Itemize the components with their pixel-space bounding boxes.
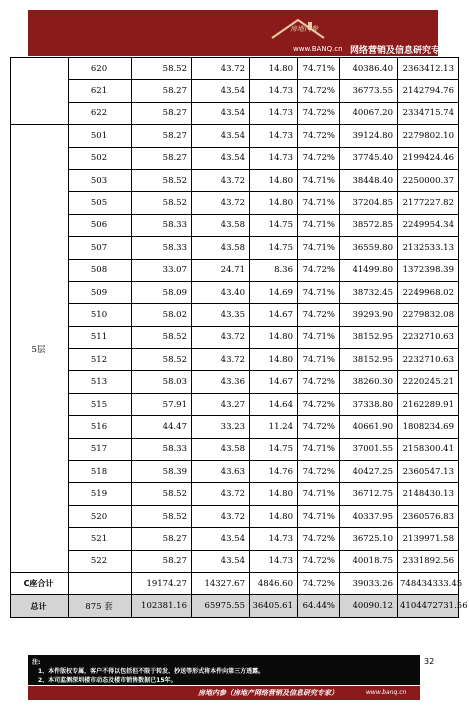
unit-number: 513 [69, 371, 132, 393]
header-title: 网络营销及信息研究专家 [350, 46, 450, 56]
value-cell: 74.72% [298, 550, 340, 572]
value-cell: 74.72% [298, 80, 340, 102]
value-cell: 58.27 [132, 80, 192, 102]
value-cell: 40337.95 [340, 505, 398, 527]
value-cell: 24.71 [192, 259, 250, 281]
value-cell: 43.54 [192, 125, 250, 147]
value-cell: 14.80 [250, 349, 298, 371]
table-row [11, 169, 459, 191]
value-cell: 58.27 [132, 147, 192, 169]
value-cell: 43.72 [192, 505, 250, 527]
value-cell: 74.72% [298, 393, 340, 415]
value-cell: 74.71% [298, 58, 340, 80]
unit-number: 515 [69, 393, 132, 415]
header-domain: www.BANQ.cn [293, 45, 343, 53]
value-cell: 44.47 [132, 416, 192, 438]
value-cell: 43.58 [192, 214, 250, 236]
value-cell: 14.64 [250, 393, 298, 415]
table-row [11, 192, 459, 214]
table-row [11, 483, 459, 505]
value-cell: 38260.30 [340, 371, 398, 393]
value-cell: 58.52 [132, 505, 192, 527]
value-cell: 11.24 [250, 416, 298, 438]
value-cell: 1808234.69 [398, 416, 459, 438]
table-row [11, 438, 459, 460]
value-cell: 58.52 [132, 192, 192, 214]
value-cell: 74.71% [298, 192, 340, 214]
total-row [11, 595, 459, 617]
value-cell: 37338.80 [340, 393, 398, 415]
value-cell: 74.72% [298, 371, 340, 393]
value-cell: 43.72 [192, 483, 250, 505]
value-cell: 43.54 [192, 80, 250, 102]
value-cell: 14.73 [250, 125, 298, 147]
value-cell: 14.73 [250, 80, 298, 102]
value-cell: 74.72% [298, 102, 340, 124]
value-cell: 58.33 [132, 438, 192, 460]
value-cell: 43.36 [192, 371, 250, 393]
table-row [11, 349, 459, 371]
table-row [11, 326, 459, 348]
subtotal-value: 39033.26 [340, 572, 398, 594]
footer-text: 房地内参（房地产网络营销及信息研究专家） [198, 688, 338, 697]
value-cell: 14.80 [250, 483, 298, 505]
value-cell: 58.33 [132, 237, 192, 259]
value-cell: 36725.10 [340, 528, 398, 550]
logo-text: 房地内参 [290, 25, 318, 33]
value-cell: 2148430.13 [398, 483, 459, 505]
value-cell: 43.54 [192, 147, 250, 169]
value-cell: 74.72% [298, 416, 340, 438]
value-cell: 33.23 [192, 416, 250, 438]
table-row [11, 237, 459, 259]
value-cell: 2199424.46 [398, 147, 459, 169]
table-row [11, 393, 459, 415]
total-value: 65975.55 [192, 595, 250, 617]
value-cell: 38732.45 [340, 281, 398, 303]
unit-number: 520 [69, 505, 132, 527]
value-cell: 14.67 [250, 304, 298, 326]
value-cell: 58.02 [132, 304, 192, 326]
value-cell: 38448.40 [340, 169, 398, 191]
value-cell: 43.72 [192, 192, 250, 214]
value-cell: 2139971.58 [398, 528, 459, 550]
value-cell: 2220245.21 [398, 371, 459, 393]
total-value: 4104472731.56 [398, 595, 459, 617]
table-row [11, 528, 459, 550]
value-cell: 58.27 [132, 102, 192, 124]
unit-number: 501 [69, 125, 132, 147]
value-cell: 58.52 [132, 326, 192, 348]
header-banner [28, 10, 450, 56]
value-cell: 58.27 [132, 125, 192, 147]
value-cell: 2232710.63 [398, 326, 459, 348]
value-cell: 14.73 [250, 550, 298, 572]
subtotal-value: 19174.27 [132, 572, 192, 594]
value-cell: 36773.55 [340, 80, 398, 102]
value-cell: 74.71% [298, 169, 340, 191]
unit-number: 511 [69, 326, 132, 348]
value-cell: 2279832.08 [398, 304, 459, 326]
value-cell: 43.63 [192, 461, 250, 483]
value-cell: 14.80 [250, 192, 298, 214]
value-cell: 2363412.13 [398, 58, 459, 80]
value-cell: 74.71% [298, 349, 340, 371]
value-cell: 74.72% [298, 125, 340, 147]
value-cell: 14.73 [250, 147, 298, 169]
value-cell: 14.75 [250, 214, 298, 236]
value-cell: 37204.85 [340, 192, 398, 214]
value-cell: 58.52 [132, 349, 192, 371]
subtotal-value: 4846.60 [250, 572, 298, 594]
value-cell: 40018.75 [340, 550, 398, 572]
value-cell: 74.72% [298, 304, 340, 326]
value-cell: 74.72% [298, 147, 340, 169]
unit-number: 622 [69, 102, 132, 124]
subtotal-value: 14327.67 [192, 572, 250, 594]
table-row [11, 550, 459, 572]
unit-number: 510 [69, 304, 132, 326]
value-cell: 14.76 [250, 461, 298, 483]
value-cell: 43.54 [192, 102, 250, 124]
subtotal-row [11, 572, 459, 594]
unit-number: 521 [69, 528, 132, 550]
value-cell: 37001.55 [340, 438, 398, 460]
value-cell: 2279802.10 [398, 125, 459, 147]
table-row [11, 304, 459, 326]
value-cell: 74.71% [298, 438, 340, 460]
value-cell: 14.75 [250, 237, 298, 259]
table-row [11, 214, 459, 236]
unit-number: 502 [69, 147, 132, 169]
unit-number: 508 [69, 259, 132, 281]
value-cell: 58.39 [132, 461, 192, 483]
footer-url: www.banq.cn [366, 689, 407, 696]
value-cell: 2232710.63 [398, 349, 459, 371]
value-cell: 58.27 [132, 528, 192, 550]
value-cell: 39293.90 [340, 304, 398, 326]
total-value: 102381.16 [132, 595, 192, 617]
value-cell: 14.67 [250, 371, 298, 393]
value-cell: 2249954.34 [398, 214, 459, 236]
value-cell: 40427.25 [340, 461, 398, 483]
value-cell: 41499.80 [340, 259, 398, 281]
value-cell: 14.80 [250, 505, 298, 527]
notes-title: 注: [32, 659, 41, 666]
table-row [11, 259, 459, 281]
unit-number: 505 [69, 192, 132, 214]
value-cell: 2360547.13 [398, 461, 459, 483]
value-cell: 1372398.39 [398, 259, 459, 281]
value-cell: 14.73 [250, 102, 298, 124]
sales-table [10, 57, 468, 618]
value-cell: 40067.20 [340, 102, 398, 124]
value-cell: 58.52 [132, 483, 192, 505]
value-cell: 2360576.83 [398, 505, 459, 527]
value-cell: 58.33 [132, 214, 192, 236]
value-cell: 74.71% [298, 505, 340, 527]
unit-number: 516 [69, 416, 132, 438]
unit-number: 522 [69, 550, 132, 572]
value-cell: 57.91 [132, 393, 192, 415]
unit-number: 517 [69, 438, 132, 460]
subtotal-value: 74.72% [298, 572, 340, 594]
value-cell: 2162289.91 [398, 393, 459, 415]
value-cell: 2158300.41 [398, 438, 459, 460]
empty-cell [69, 572, 132, 594]
total-label: 总计 [11, 595, 69, 617]
value-cell: 38572.85 [340, 214, 398, 236]
table-row [11, 125, 459, 147]
value-cell: 43.72 [192, 326, 250, 348]
unit-number: 621 [69, 80, 132, 102]
value-cell: 39124.80 [340, 125, 398, 147]
value-cell: 38152.95 [340, 326, 398, 348]
value-cell: 74.72% [298, 259, 340, 281]
value-cell: 14.80 [250, 326, 298, 348]
value-cell: 2250000.37 [398, 169, 459, 191]
total-count: 875 套 [69, 595, 132, 617]
value-cell: 14.75 [250, 438, 298, 460]
subtotal-label: C座合计 [11, 572, 69, 594]
subtotal-value: 748434333.45 [398, 572, 459, 594]
value-cell: 2132533.13 [398, 237, 459, 259]
footer-bar [28, 686, 420, 700]
value-cell: 14.73 [250, 528, 298, 550]
value-cell: 14.80 [250, 169, 298, 191]
total-value: 40090.12 [340, 595, 398, 617]
value-cell: 74.71% [298, 237, 340, 259]
unit-number: 518 [69, 461, 132, 483]
table-row [11, 147, 459, 169]
table-row [11, 461, 459, 483]
value-cell: 14.69 [250, 281, 298, 303]
total-value: 64.44% [298, 595, 340, 617]
value-cell: 43.54 [192, 550, 250, 572]
unit-number: 512 [69, 349, 132, 371]
value-cell: 43.54 [192, 528, 250, 550]
value-cell: 43.58 [192, 438, 250, 460]
value-cell: 74.72% [298, 461, 340, 483]
value-cell: 43.72 [192, 169, 250, 191]
value-cell: 58.27 [132, 550, 192, 572]
value-cell: 33.07 [132, 259, 192, 281]
value-cell: 36712.75 [340, 483, 398, 505]
table-row [11, 102, 459, 124]
total-value: 36405.61 [250, 595, 298, 617]
table-row [11, 416, 459, 438]
notes-line-1: 1、本件版权专属，客户不得以包括但不限于转发、抄送等形式将本件向第三方透露。 [38, 668, 265, 675]
value-cell: 40661.90 [340, 416, 398, 438]
table-row [11, 281, 459, 303]
table-row [11, 371, 459, 393]
value-cell: 8.36 [250, 259, 298, 281]
value-cell: 43.40 [192, 281, 250, 303]
value-cell: 58.03 [132, 371, 192, 393]
value-cell: 2334715.74 [398, 102, 459, 124]
value-cell: 43.35 [192, 304, 250, 326]
unit-number: 509 [69, 281, 132, 303]
floor-cell-empty [11, 58, 69, 125]
value-cell: 2331892.56 [398, 550, 459, 572]
unit-number: 507 [69, 237, 132, 259]
notes-line-2: 2、本司监测深圳楼市动态及楼市销售数据已15年。 [38, 677, 177, 684]
value-cell: 40386.40 [340, 58, 398, 80]
value-cell: 36559.80 [340, 237, 398, 259]
value-cell: 2142794.76 [398, 80, 459, 102]
value-cell: 2177227.82 [398, 192, 459, 214]
value-cell: 58.52 [132, 58, 192, 80]
floor-label: 5层 [11, 125, 69, 573]
value-cell: 43.72 [192, 349, 250, 371]
page-number: 32 [424, 657, 435, 666]
value-cell: 74.72% [298, 528, 340, 550]
value-cell: 43.72 [192, 58, 250, 80]
unit-number: 506 [69, 214, 132, 236]
value-cell: 2249968.02 [398, 281, 459, 303]
value-cell: 43.58 [192, 237, 250, 259]
value-cell: 74.71% [298, 483, 340, 505]
table-row [11, 58, 459, 80]
value-cell: 38152.95 [340, 349, 398, 371]
notes-box [28, 655, 420, 685]
unit-number: 620 [69, 58, 132, 80]
unit-number: 503 [69, 169, 132, 191]
value-cell: 58.52 [132, 169, 192, 191]
value-cell: 74.71% [298, 281, 340, 303]
unit-number: 519 [69, 483, 132, 505]
value-cell: 74.71% [298, 326, 340, 348]
value-cell: 37745.40 [340, 147, 398, 169]
value-cell: 43.27 [192, 393, 250, 415]
value-cell: 58.09 [132, 281, 192, 303]
value-cell: 74.71% [298, 214, 340, 236]
table-row [11, 505, 459, 527]
table-row [11, 80, 459, 102]
value-cell: 14.80 [250, 58, 298, 80]
